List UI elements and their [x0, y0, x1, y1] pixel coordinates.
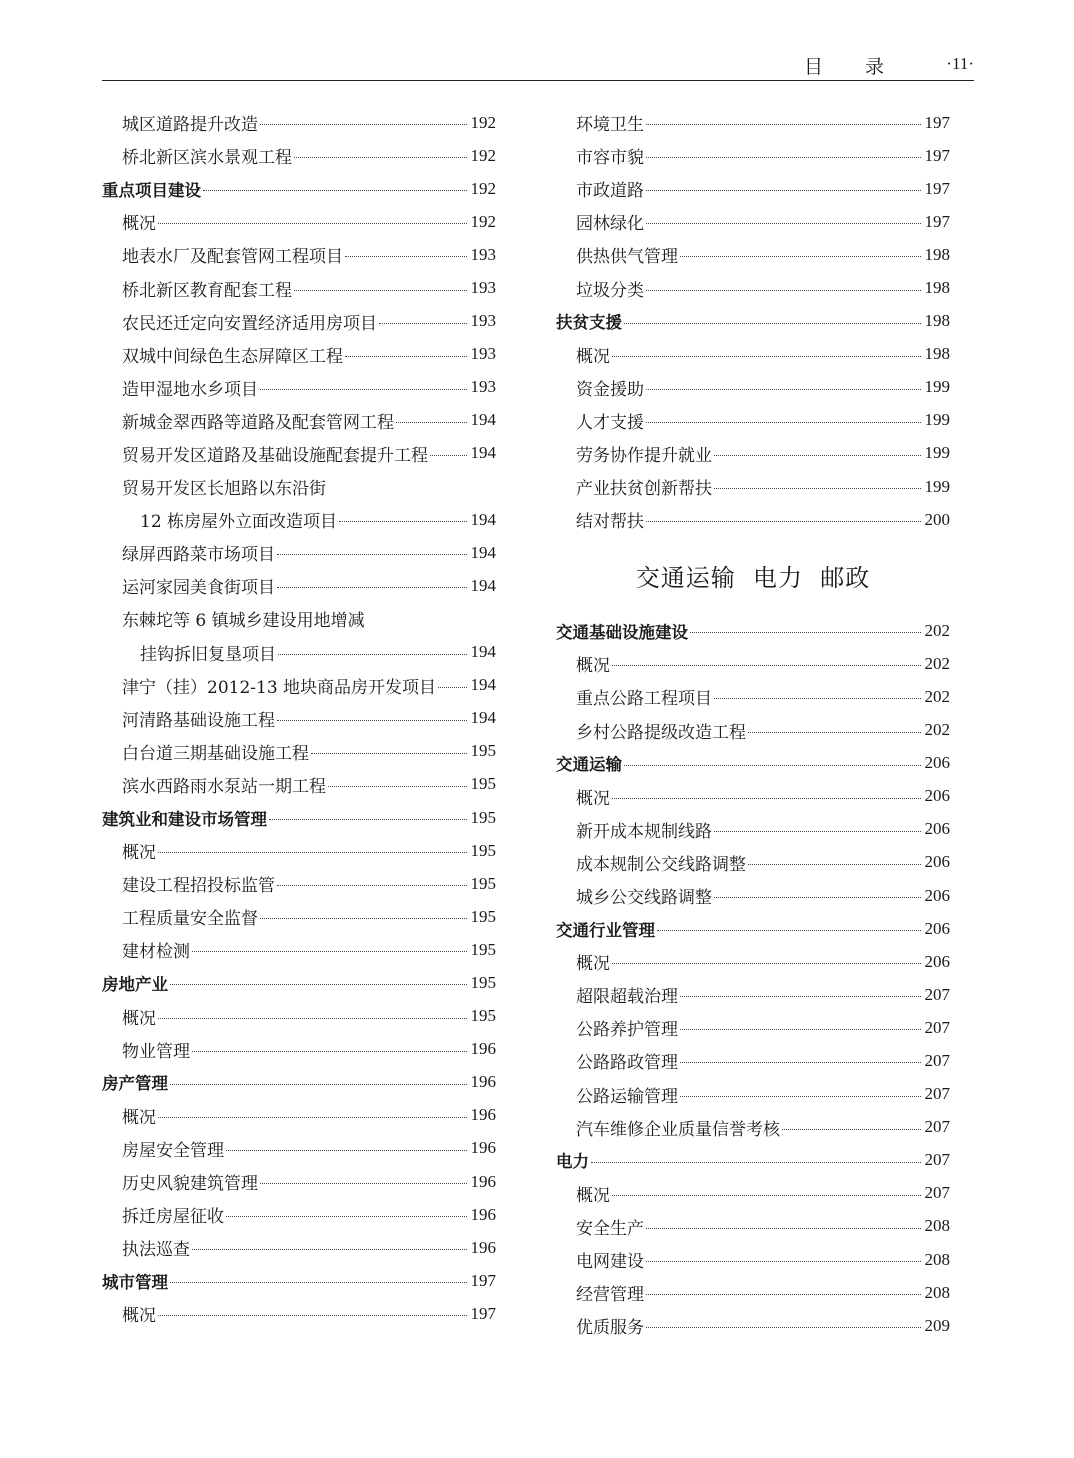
toc-entry-page: 194 [470, 675, 496, 695]
toc-entry-page: 206 [924, 918, 950, 938]
dot-leader [612, 798, 921, 799]
toc-entry-label: 重点公路工程项目 [576, 689, 712, 710]
toc-entry[interactable] [556, 205, 950, 238]
toc-entry[interactable] [102, 834, 496, 867]
toc-entry-label: 环境卫生 [576, 115, 644, 136]
dot-leader [646, 157, 921, 158]
toc-entry[interactable] [102, 1132, 496, 1165]
dot-leader [646, 1294, 921, 1295]
toc-entry-label: 劳务协作提升就业 [576, 445, 712, 466]
toc-right-bottom-list [556, 614, 950, 1342]
toc-entry[interactable] [556, 139, 950, 172]
toc-entry[interactable] [556, 1177, 950, 1210]
toc-entry[interactable] [102, 569, 496, 602]
dot-leader [278, 654, 467, 655]
dot-leader [226, 1150, 467, 1151]
toc-entry-label: 重点项目建设 [102, 180, 201, 200]
dot-leader [430, 455, 467, 456]
toc-entry-page: 194 [470, 410, 496, 430]
toc-entry[interactable] [556, 404, 950, 437]
dot-leader [646, 422, 921, 423]
toc-entry-page: 207 [924, 1050, 950, 1070]
dot-leader [379, 323, 467, 324]
dot-leader [294, 157, 467, 158]
toc-entry-label: 概况 [576, 656, 610, 677]
toc-section-entry[interactable] [556, 912, 950, 945]
toc-entry-page: 206 [924, 819, 950, 839]
toc-section-entry[interactable] [556, 1144, 950, 1177]
dot-leader [646, 190, 921, 191]
toc-entry[interactable] [102, 768, 496, 801]
toc-entry-label: 12 栋房屋外立面改造项目 [140, 512, 338, 533]
toc-entry[interactable] [102, 1297, 496, 1330]
toc-entry[interactable] [102, 371, 496, 404]
toc-entry-page: 206 [924, 786, 950, 806]
dot-leader [657, 930, 921, 931]
toc-entry-page: 192 [470, 112, 496, 132]
toc-entry-label: 概况 [122, 843, 156, 864]
toc-entry[interactable] [102, 271, 496, 304]
dot-leader [311, 753, 467, 754]
toc-entry-label: 河清路基础设施工程 [122, 710, 275, 731]
toc-entry[interactable] [556, 1276, 950, 1309]
toc-entry-label: 白台道三期基础设施工程 [122, 743, 309, 764]
dot-leader [192, 951, 467, 952]
dot-leader [170, 1282, 467, 1283]
dot-leader [714, 488, 921, 489]
toc-entry-label: 造甲湿地水乡项目 [122, 379, 258, 400]
toc-entry-label: 概况 [576, 788, 610, 809]
toc-entry[interactable] [556, 1210, 950, 1243]
toc-entry-label: 交通运输 [556, 755, 622, 775]
toc-entry[interactable] [102, 1099, 496, 1132]
dot-leader [714, 897, 921, 898]
toc-entry-page: 194 [470, 542, 496, 562]
dot-leader [277, 720, 467, 721]
dot-leader [192, 1051, 467, 1052]
toc-entry[interactable] [102, 106, 496, 139]
toc-entry-label: 双城中间绿色生态屏障区工程 [122, 346, 343, 367]
toc-entry-page: 194 [470, 575, 496, 595]
toc-entry-label: 城乡公交线路调整 [576, 888, 712, 909]
toc-entry-label: 物业管理 [122, 1041, 190, 1062]
dot-leader [277, 885, 467, 886]
dot-leader [646, 124, 921, 125]
toc-entry-label: 绿屏西路菜市场项目 [122, 545, 275, 566]
toc-entry[interactable] [102, 139, 496, 172]
toc-entry-page: 195 [470, 1006, 496, 1026]
dot-leader [345, 356, 467, 357]
dot-leader [612, 665, 921, 666]
dot-leader [260, 124, 467, 125]
section-title: 交通运输 电力 邮政 [635, 563, 871, 592]
toc-entry[interactable] [556, 503, 950, 536]
dot-leader [170, 1084, 467, 1085]
toc-entry-page: 208 [924, 1216, 950, 1236]
toc-entry-label: 概况 [122, 1008, 156, 1029]
dot-leader [646, 1261, 921, 1262]
toc-entry[interactable] [556, 172, 950, 205]
dot-leader [680, 1029, 921, 1030]
toc-entry-page: 193 [470, 344, 496, 364]
toc-entry-page: 192 [470, 211, 496, 231]
toc-entry-label: 概况 [122, 1107, 156, 1128]
dot-leader [624, 765, 921, 766]
toc-entry-page: 196 [470, 1138, 496, 1158]
toc-entry-label: 津宁（挂）2012-13 地块商品房开发项目 [122, 677, 437, 698]
toc-entry-label: 桥北新区教育配套工程 [122, 280, 292, 301]
toc-right-column [556, 106, 950, 1342]
toc-entry-label: 桥北新区滨水景观工程 [122, 148, 292, 169]
toc-entry-page: 202 [924, 620, 950, 640]
toc-entry-page: 195 [470, 840, 496, 860]
dot-leader [612, 963, 921, 964]
toc-entry[interactable] [556, 680, 950, 713]
toc-entry[interactable] [556, 371, 950, 404]
toc-entry[interactable] [102, 1033, 496, 1066]
dot-leader [680, 256, 921, 257]
toc-entry-label: 贸易开发区长旭路以东沿街 [122, 479, 326, 500]
toc-entry[interactable] [556, 879, 950, 912]
toc-entry-label: 房产管理 [102, 1074, 168, 1094]
toc-entry[interactable] [556, 780, 950, 813]
toc-entry-page: 202 [924, 720, 950, 740]
toc-entry[interactable] [102, 205, 496, 238]
dot-leader [170, 984, 467, 985]
toc-entry-page: 198 [924, 311, 950, 331]
toc-entry-label: 房屋安全管理 [122, 1140, 224, 1161]
dot-leader [591, 1162, 921, 1163]
toc-entry[interactable] [556, 813, 950, 846]
toc-entry[interactable] [556, 945, 950, 978]
toc-entry[interactable] [102, 503, 496, 536]
dot-leader [277, 554, 467, 555]
toc-entry-label: 东棘坨等 6 镇城乡建设用地增减 [122, 611, 365, 632]
toc-entry-label: 农民还迁定向安置经济适用房项目 [122, 313, 377, 334]
toc-entry-label: 运河家园美食街项目 [122, 578, 275, 599]
toc-entry-label: 电力 [556, 1152, 589, 1172]
toc-entry-page: 195 [470, 939, 496, 959]
toc-entry-label: 电网建设 [576, 1252, 644, 1273]
toc-entry[interactable] [102, 238, 496, 271]
toc-entry[interactable] [556, 338, 950, 371]
dot-leader [158, 1018, 467, 1019]
dot-leader [339, 521, 466, 522]
toc-entry-label: 园林绿化 [576, 214, 644, 235]
dot-leader [624, 323, 921, 324]
dot-leader [158, 223, 467, 224]
dot-leader [748, 864, 921, 865]
toc-right-top-list [556, 106, 950, 536]
toc-entry-label: 乡村公路提级改造工程 [576, 722, 746, 743]
dot-leader [158, 1117, 467, 1118]
toc-entry[interactable] [556, 271, 950, 304]
dot-leader [158, 1315, 467, 1316]
toc-entry-page: 195 [470, 807, 496, 827]
toc-entry[interactable] [102, 1231, 496, 1264]
dot-leader [260, 389, 467, 390]
running-title: 目 录 [803, 56, 902, 78]
toc-section-entry[interactable] [556, 747, 950, 780]
toc-entry-label: 公路运输管理 [576, 1086, 678, 1107]
toc-entry[interactable] [102, 900, 496, 933]
toc-entry-label: 滨水西路雨水泵站一期工程 [122, 776, 326, 797]
dot-leader [646, 1327, 921, 1328]
toc-section-entry[interactable] [556, 614, 950, 647]
toc-entry-page: 194 [470, 509, 496, 529]
toc-entry-label: 交通行业管理 [556, 920, 655, 940]
toc-entry-page: 206 [924, 885, 950, 905]
dot-leader [646, 223, 921, 224]
dot-leader [269, 819, 467, 820]
toc-entry[interactable] [102, 1198, 496, 1231]
toc-entry-page: 197 [924, 211, 950, 231]
toc-entry[interactable] [556, 978, 950, 1011]
toc-entry-label: 安全生产 [576, 1218, 644, 1239]
toc-entry[interactable] [102, 1165, 496, 1198]
dot-leader [646, 521, 921, 522]
toc-entry-label: 概况 [576, 1185, 610, 1206]
toc-entry[interactable] [102, 437, 496, 470]
dot-leader [328, 786, 467, 787]
toc-entry[interactable] [102, 305, 496, 338]
toc-entry-page: 199 [924, 410, 950, 430]
dot-leader [612, 356, 921, 357]
toc-entry-page: 193 [470, 377, 496, 397]
toc-left-column [102, 106, 496, 1330]
toc-entry-page: 197 [470, 1303, 496, 1323]
toc-entry-label: 市政道路 [576, 181, 644, 202]
dot-leader [612, 1195, 921, 1196]
toc-entry[interactable] [556, 1078, 950, 1111]
toc-entry[interactable] [556, 106, 950, 139]
toc-entry-label: 公路养护管理 [576, 1020, 678, 1041]
dot-leader [260, 1183, 467, 1184]
toc-entry[interactable] [102, 602, 496, 635]
toc-entry[interactable] [102, 536, 496, 569]
toc-entry-page: 195 [470, 972, 496, 992]
toc-entry[interactable] [556, 1243, 950, 1276]
toc-entry-page: 196 [470, 1039, 496, 1059]
toc-entry[interactable] [556, 437, 950, 470]
toc-entry-label: 优质服务 [576, 1318, 644, 1339]
toc-entry-page: 198 [924, 344, 950, 364]
toc-entry-label: 超限超载治理 [576, 987, 678, 1008]
toc-entry-label: 拆迁房屋征收 [122, 1207, 224, 1228]
toc-entry-page: 197 [924, 145, 950, 165]
toc-entry-page: 208 [924, 1282, 950, 1302]
toc-entry-label: 新城金翠西路等道路及配套管网工程 [122, 412, 394, 433]
toc-entry-page: 207 [924, 1150, 950, 1170]
toc-entry-label: 概况 [576, 954, 610, 975]
toc-entry-page: 209 [924, 1315, 950, 1335]
toc-entry-page: 196 [470, 1204, 496, 1224]
toc-entry-label: 产业扶贫创新帮扶 [576, 479, 712, 500]
toc-entry-label: 结对帮扶 [576, 512, 644, 533]
toc-entry-page: 197 [470, 1270, 496, 1290]
toc-entry-label: 垃圾分类 [576, 280, 644, 301]
toc-section-entry[interactable] [102, 1264, 496, 1297]
page-header [102, 46, 974, 81]
dot-leader [192, 1249, 467, 1250]
toc-entry-label: 执法巡查 [122, 1240, 190, 1261]
toc-entry-page: 199 [924, 443, 950, 463]
toc-entry[interactable] [556, 1309, 950, 1342]
dot-leader [690, 632, 921, 633]
toc-entry-page: 192 [470, 145, 496, 165]
toc-entry[interactable] [102, 735, 496, 768]
toc-entry[interactable] [102, 636, 496, 669]
toc-entry-page: 200 [924, 509, 950, 529]
dot-leader [396, 422, 467, 423]
dot-leader [680, 1062, 921, 1063]
toc-entry-page: 207 [924, 984, 950, 1004]
toc-entry[interactable] [556, 1011, 950, 1044]
toc-entry-label: 贸易开发区道路及基础设施配套提升工程 [122, 445, 428, 466]
toc-entry-label: 交通基础设施建设 [556, 622, 688, 642]
toc-entry[interactable] [556, 647, 950, 680]
toc-entry-label: 资金援助 [576, 379, 644, 400]
toc-entry-page: 197 [924, 112, 950, 132]
toc-entry-page: 196 [470, 1171, 496, 1191]
toc-entry-label: 汽车维修企业质量信誉考核 [576, 1119, 780, 1140]
dot-leader [714, 455, 921, 456]
toc-entry-label: 工程质量安全监督 [122, 909, 258, 930]
dot-leader [277, 587, 467, 588]
toc-entry-label: 市容市貌 [576, 148, 644, 169]
dot-leader [782, 1129, 921, 1130]
page-number: ·11· [946, 54, 974, 73]
toc-entry-page: 208 [924, 1249, 950, 1269]
toc-entry-label: 公路路政管理 [576, 1053, 678, 1074]
dot-leader [203, 190, 467, 191]
toc-entry[interactable] [102, 867, 496, 900]
dot-leader [680, 1096, 921, 1097]
dot-leader [714, 831, 921, 832]
dot-leader [714, 698, 921, 699]
toc-entry-page: 206 [924, 852, 950, 872]
toc-entry[interactable] [102, 404, 496, 437]
toc-entry-label: 人才支援 [576, 412, 644, 433]
toc-entry[interactable] [556, 714, 950, 747]
toc-section-entry[interactable] [102, 966, 496, 999]
toc-section-entry[interactable] [102, 1066, 496, 1099]
toc-section-entry[interactable] [102, 801, 496, 834]
toc-entry-label: 建筑业和建设市场管理 [102, 809, 267, 829]
toc-entry-page: 202 [924, 653, 950, 673]
toc-entry-page: 198 [924, 244, 950, 264]
toc-entry-label: 历史风貌建筑管理 [122, 1174, 258, 1195]
toc-entry[interactable] [556, 846, 950, 879]
toc-entry-page: 193 [470, 278, 496, 298]
toc-entry-label: 概况 [576, 346, 610, 367]
toc-entry-page: 196 [470, 1237, 496, 1257]
dot-leader [438, 687, 466, 688]
toc-entry-label: 经营管理 [576, 1285, 644, 1306]
toc-entry-label: 城区道路提升改造 [122, 115, 258, 136]
toc-entry-page: 194 [470, 642, 496, 662]
toc-entry-label: 新开成本规制线路 [576, 821, 712, 842]
toc-entry-page: 193 [470, 311, 496, 331]
toc-entry-page: 198 [924, 278, 950, 298]
toc-entry-page: 195 [470, 741, 496, 761]
toc-entry-page: 207 [924, 1117, 950, 1137]
toc-entry-page: 199 [924, 377, 950, 397]
toc-entry[interactable] [556, 1111, 950, 1144]
toc-entry[interactable] [556, 470, 950, 503]
toc-entry-label: 概况 [122, 1306, 156, 1327]
toc-entry-page: 195 [470, 774, 496, 794]
toc-entry-page: 207 [924, 1183, 950, 1203]
dot-leader [646, 290, 921, 291]
dot-leader [260, 918, 467, 919]
dot-leader [158, 852, 467, 853]
toc-entry-page: 206 [924, 951, 950, 971]
toc-entry-page: 202 [924, 686, 950, 706]
toc-section-entry[interactable] [102, 172, 496, 205]
toc-entry-page: 196 [470, 1072, 496, 1092]
toc-entry-page: 206 [924, 753, 950, 773]
toc-entry-page: 195 [470, 906, 496, 926]
dot-leader [226, 1216, 467, 1217]
toc-entry[interactable] [102, 470, 496, 503]
toc-entry[interactable] [102, 702, 496, 735]
toc-entry-page: 196 [470, 1105, 496, 1125]
dot-leader [345, 256, 467, 257]
toc-entry-page: 194 [470, 708, 496, 728]
toc-entry-label: 建设工程招投标监管 [122, 876, 275, 897]
toc-entry-label: 扶贫支援 [556, 313, 622, 333]
toc-entry-page: 194 [470, 443, 496, 463]
toc-entry-label: 建材检测 [122, 942, 190, 963]
toc-entry[interactable] [556, 238, 950, 271]
dot-leader [646, 1228, 921, 1229]
toc-entry-page: 192 [470, 178, 496, 198]
toc-entry-page: 193 [470, 244, 496, 264]
toc-entry[interactable] [102, 338, 496, 371]
toc-entry-label: 房地产业 [102, 974, 168, 994]
dot-leader [748, 732, 921, 733]
toc-entry-page: 197 [924, 178, 950, 198]
toc-entry-label: 供热供气管理 [576, 247, 678, 268]
toc-entry-page: 207 [924, 1084, 950, 1104]
toc-entry-label: 挂钩拆旧复垦项目 [140, 644, 276, 665]
toc-entry[interactable] [102, 1000, 496, 1033]
toc-entry-page: 195 [470, 873, 496, 893]
toc-entry-label: 城市管理 [102, 1272, 168, 1292]
toc-entry-page: 199 [924, 476, 950, 496]
toc-entry-page: 207 [924, 1017, 950, 1037]
toc-entry[interactable] [102, 933, 496, 966]
dot-leader [646, 389, 921, 390]
toc-entry[interactable] [556, 1044, 950, 1077]
toc-entry-label: 成本规制公交线路调整 [576, 854, 746, 875]
toc-section-entry[interactable] [556, 305, 950, 338]
dot-leader [680, 996, 921, 997]
toc-entry-label: 地表水厂及配套管网工程项目 [122, 247, 343, 268]
dot-leader [294, 290, 467, 291]
toc-entry[interactable] [102, 669, 496, 702]
toc-entry-label: 概况 [122, 214, 156, 235]
